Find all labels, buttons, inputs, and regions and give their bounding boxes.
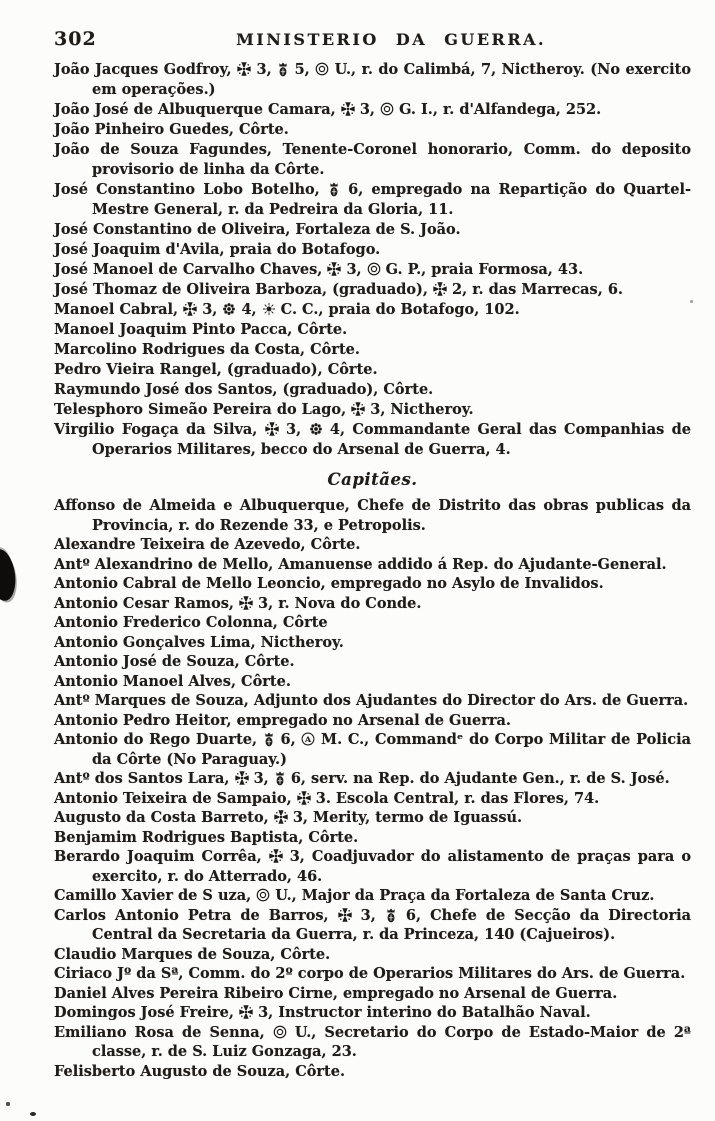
list-entry: José Constantino Lobo Botelho, 6, empregado na Repartição do Quartel-Mestre General, r. da Pedreira da Gloria, 11. [54,181,692,218]
page-title: MINISTERIO DA GUERRA. [236,30,547,49]
officers-list-top [54,60,691,460]
list-entry: Affonso de Almeida e Albuquerque, Chefe de Distrito das obras publicas da Provincia, r. do Rezende 33, e Petropolis. [54,497,691,534]
list-entry: José Constantino de Oliveira, Fortaleza de S. João. [54,221,461,238]
double-circle-medal-icon [367,260,381,280]
list-entry: Antonio do Rego Duarte, 6, A M. C., Commandᵉ do Corpo Militar de Policia da Côrte (No Paraguay.) [54,731,691,768]
list-entry: Carlos Antonio Petra de Barros, 3, 6, Chefe de Secção da Directoria Central da Secretaria da Guerra, r. da Princeza, 140 (Cajueiros). [54,906,691,943]
list-entry: Alexandre Teixeira de Azevedo, Côrte. [54,536,361,553]
order-cross-icon [338,906,352,926]
list-entry: Antonio Teixeira de Sampaio, 3. Escola Central, r. das Flores, 74. [54,789,600,807]
list-entry: Antonio Pedro Heitor, empregado no Arsenal de Guerra. [54,711,511,729]
order-cross-icon [327,260,341,280]
double-circle-medal-icon [273,1023,287,1043]
order-cross-icon [183,300,197,320]
order-cross-icon [274,808,288,828]
crowned-badge-icon [274,769,286,789]
rosette-icon [309,420,323,440]
order-cross-icon [433,280,447,300]
list-entry: Ciriaco Jº da Sª, Comm. do 2º corpo de Operarios Militares do Ars. de Guerra. [54,965,686,982]
list-entry: José Thomaz de Oliveira Barboza, (graduado), 2, r. das Marrecas, 6. [54,281,623,298]
list-entry: Virgilio Fogaça da Silva, 3, 4, Commandante Geral das Companhias de Operarios Militares, becco do Arsenal de Guerra, 4. [54,421,692,458]
list-entry: Antonio Cesar Ramos, 3, r. Nova do Conde. [54,594,422,612]
list-entry: Antonio José de Souza, Côrte. [54,653,295,670]
sunburst-medal-icon [262,300,276,320]
double-circle-medal-icon [315,60,329,80]
list-entry: Benjamim Rodrigues Baptista, Côrte. [54,828,359,846]
list-entry: Antonio Gonçalves Lima, Nictheroy. [54,633,344,651]
double-circle-medal-icon [380,100,394,120]
circled-a-medal-icon [301,730,315,750]
crowned-badge-icon [385,906,397,926]
list-entry: Antonio Cabral de Mello Leoncio, empregado no Asylo de Invalidos. [54,575,604,592]
list-entry: Camillo Xavier de S uza, U., Major da Praça da Fortaleza de Santa Cruz. [54,887,655,904]
crowned-badge-icon [328,180,340,200]
list-entry: Antonio Manoel Alves, Côrte. [54,672,291,690]
scan-speck [690,300,693,303]
order-cross-icon [239,594,253,614]
list-entry: Claudio Marques de Souza, Côrte. [54,945,331,963]
rosette-icon [222,300,236,320]
list-entry: Manoel Joaquim Pinto Pacca, Côrte. [54,321,348,338]
list-entry: Berardo Joaquim Corrêa, 3, Coadjuvador do alistamento de praças para o exercito, r. do Atterrado, 46. [54,848,691,885]
order-cross-icon [237,60,251,80]
scan-speck [30,1112,36,1116]
ink-blot-artifact [0,547,18,602]
order-cross-icon [239,1003,253,1023]
crowned-badge-icon [277,60,289,80]
list-entry: José Joaquim d'Avila, praia do Botafogo. [54,241,381,258]
order-cross-icon [265,420,279,440]
list-entry: Augusto da Costa Barreto, 3, Merity, termo de Iguassú. [54,809,523,826]
list-entry: Daniel Alves Pereira Ribeiro Cirne, empregado no Arsenal de Guerra. [54,984,618,1002]
list-entry: João Jacques Godfroy, 3, 5, U., r. do Calimbá, 7, Nictheroy. (No exercito em operações.) [54,61,691,98]
list-entry: Marcolino Rodrigues da Costa, Côrte. [54,341,360,358]
order-cross-icon [297,789,311,809]
section-heading-capitaes: Capitães. [327,470,418,489]
order-cross-icon [341,100,355,120]
list-entry: Pedro Vieira Rangel, (graduado), Côrte. [54,361,378,378]
list-entry: Domingos José Freire, 3, Instructor interino do Batalhão Naval. [54,1004,591,1021]
list-entry: José Manoel de Carvalho Chaves, 3, G. P., praia Formosa, 43. [54,261,584,278]
list-entry: Emiliano Rosa de Senna, U., Secretario do Corpo de Estado-Maior de 2ª classe, r. de S. Luiz Gonzaga, 23. [54,1023,691,1060]
list-entry: Telesphoro Simeão Pereira do Lago, 3, Nictheroy. [54,401,474,418]
list-entry: João José de Albuquerque Camara, 3, G. I., r. d'Alfandega, 252. [54,101,602,118]
order-cross-icon [269,847,283,867]
list-entry: Antonio Frederico Colonna, Côrte [54,614,328,631]
list-entry: João Pinheiro Guedes, Côrte. [54,121,289,138]
list-entry: João de Souza Fagundes, Tenente-Coronel honorario, Comm. do deposito provisorio de linha da Côrte. [54,141,691,178]
double-circle-medal-icon [256,886,270,906]
page-number: 302 [54,28,97,50]
svg-text:A: A [305,735,312,745]
list-entry: Antº Marques de Souza, Adjunto dos Ajudantes do Director do Ars. de Guerra. [54,692,689,709]
list-entry: Antº Alexandrino de Mello, Amanuense addido á Rep. do Ajudante-General. [54,555,667,573]
page-header [54,26,691,54]
crowned-badge-icon [263,730,275,750]
list-entry: Raymundo José dos Santos, (graduado), Côrte. [54,381,434,398]
order-cross-icon [235,769,249,789]
officers-list-capitaes [54,496,691,1081]
page-content [54,26,691,1081]
scan-speck [6,1102,10,1106]
list-entry: Manoel Cabral, 3, 4, C. C., praia do Botafogo, 102. [54,301,520,318]
order-cross-icon [351,400,365,420]
list-entry: Felisberto Augusto de Souza, Côrte. [54,1062,346,1080]
list-entry: Antº dos Santos Lara, 3, 6, serv. na Rep. do Ajudante Gen., r. de S. José. [54,770,670,787]
